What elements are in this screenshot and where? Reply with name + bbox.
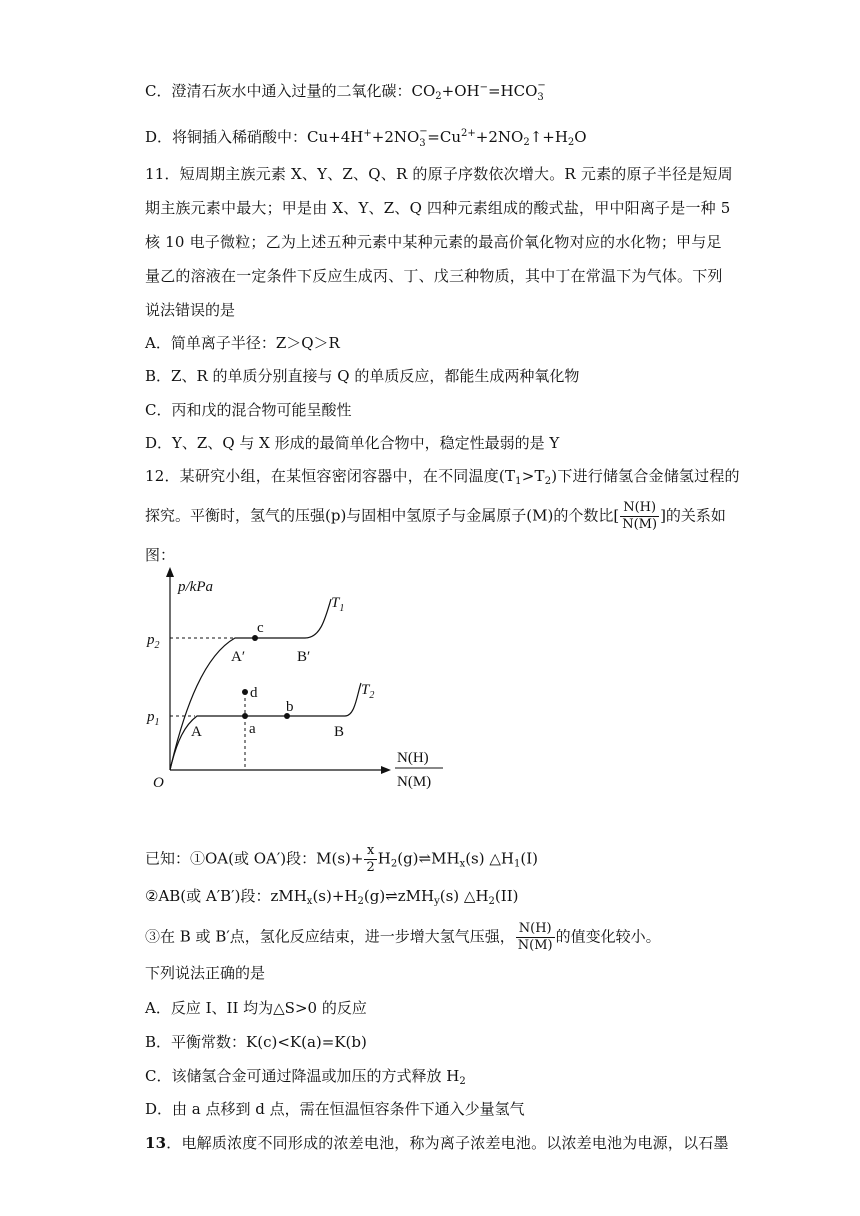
t2-label: $T_2$ bbox=[361, 682, 375, 701]
q11-stem-line-1: 11．短周期主族元素 X、Y、Z、Q、R 的原子序数依次增大。R 元素的原子半径是短周 bbox=[145, 165, 733, 183]
point-d bbox=[242, 689, 248, 695]
point-b-prime-label: B′ bbox=[297, 649, 311, 665]
q12-option-a: A．反应 I、II 均为△S>0 的反应 bbox=[145, 999, 367, 1017]
pressure-ratio-graph bbox=[145, 565, 455, 795]
point-A-label: A bbox=[191, 724, 202, 740]
q10-option-c: C．澄清石灰水中通入过量的二氧化碳：$CO_2+OH^-=HCO$ − 3 bbox=[145, 80, 546, 103]
q12-known-3: ③在 B 或 B′点，氢化反应结束，进一步增大氢气压强， $\frac{N(H)}{N(M)}$ 的值变化较小。 bbox=[145, 921, 661, 953]
q12-stem-line-1: 12．某研究小组，在某恒容密闭容器中，在不同温度$(T_1>T_2)$下进行储氢合金储氢过程的 bbox=[145, 467, 740, 487]
q11-option-d: D．Y、Z、Q 与 X 形成的最简单化合物中，稳定性最弱的是 Y bbox=[145, 434, 560, 452]
point-a bbox=[242, 713, 248, 719]
q12-stem-line-2: 探究。平衡时，氢气的压强(p)与固相中氢原子与金属原子(M)的个数比[ $\frac{N(H)}{N(M)}$ ]的关系如 bbox=[145, 500, 726, 532]
q11-option-a: A．简单离子半径：Z＞Q＞R bbox=[145, 334, 340, 352]
x-axis-arrow bbox=[381, 766, 391, 774]
q11-stem-line-3: 核 10 电子微粒；乙为上述五种元素中某种元素的最高价氧化物对应的水化物；甲与足 bbox=[145, 233, 722, 251]
q12-known-1: 已知：①OA(或 OA′)段：M(s)+ $\frac{x}{2}$ $H_2(g)\rightleftharpoons MH_x(s)$ $\triangle H_1(I)$ bbox=[145, 843, 538, 875]
q11-stem-line-4: 量乙的溶液在一定条件下反应生成丙、丁、戊三种物质，其中丁在常温下为气体。下列 bbox=[145, 267, 723, 285]
p2-label: $p_2$ bbox=[147, 632, 160, 651]
ratio-fraction: $\frac{N(H)}{N(M)}$ bbox=[622, 500, 658, 532]
q12-ask: 下列说法正确的是 bbox=[145, 964, 266, 982]
y-axis-label: p/kPa bbox=[178, 579, 213, 595]
q12-option-b: B．平衡常数：K(c)<K(a)=K(b) bbox=[145, 1033, 367, 1051]
point-d-label: d bbox=[250, 685, 258, 701]
q12-stem-line-3: 图： bbox=[145, 546, 176, 564]
point-c-label: c bbox=[257, 620, 264, 636]
t1-label: $T_1$ bbox=[331, 595, 345, 614]
q12-option-c: C．该储氢合金可通过降温或加压的方式释放 $H_2$ bbox=[145, 1067, 466, 1087]
point-a-label: a bbox=[249, 721, 256, 737]
q10-option-d: D．将铜插入稀硝酸中：Cu+4H++2NO − 3 $=Cu^{2+}+2NO_2↑+H_2O$ bbox=[145, 126, 587, 149]
origin-label: O bbox=[153, 775, 164, 791]
q11-stem-line-2: 期主族元素中最大；甲是由 X、Y、Z、Q 四种元素组成的酸式盐，甲中阳离子是一种 5 bbox=[145, 199, 731, 217]
q12-known-2: ②AB(或 A′B′)段：$zMH_x(s)+H_2(g)\rightleftharpoons zMH_y(s)$ $\triangle H_2(II)$ bbox=[145, 887, 519, 907]
q13-stem-line-1: 13．电解质浓度不同形成的浓差电池，称为离子浓差电池。以浓差电池为电源，以石墨 bbox=[145, 1134, 729, 1152]
y-axis-arrow bbox=[166, 567, 174, 577]
q11-stem-line-5: 说法错误的是 bbox=[145, 301, 236, 319]
q11-option-c: C．丙和戊的混合物可能呈酸性 bbox=[145, 401, 352, 419]
p1-label: $p_1$ bbox=[147, 709, 160, 728]
x-axis-label-num: N(H) bbox=[397, 750, 429, 766]
point-b-label: b bbox=[286, 699, 294, 715]
q12-option-d: D．由 a 点移到 d 点，需在恒温恒容条件下通入少量氢气 bbox=[145, 1100, 525, 1118]
point-a-prime-label: A′ bbox=[231, 649, 246, 665]
point-B-label: B bbox=[334, 724, 345, 740]
q11-option-b: B．Z、R 的单质分别直接与 Q 的单质反应，都能生成两种氧化物 bbox=[145, 367, 580, 385]
x-axis-label-den: N(M) bbox=[397, 774, 432, 790]
